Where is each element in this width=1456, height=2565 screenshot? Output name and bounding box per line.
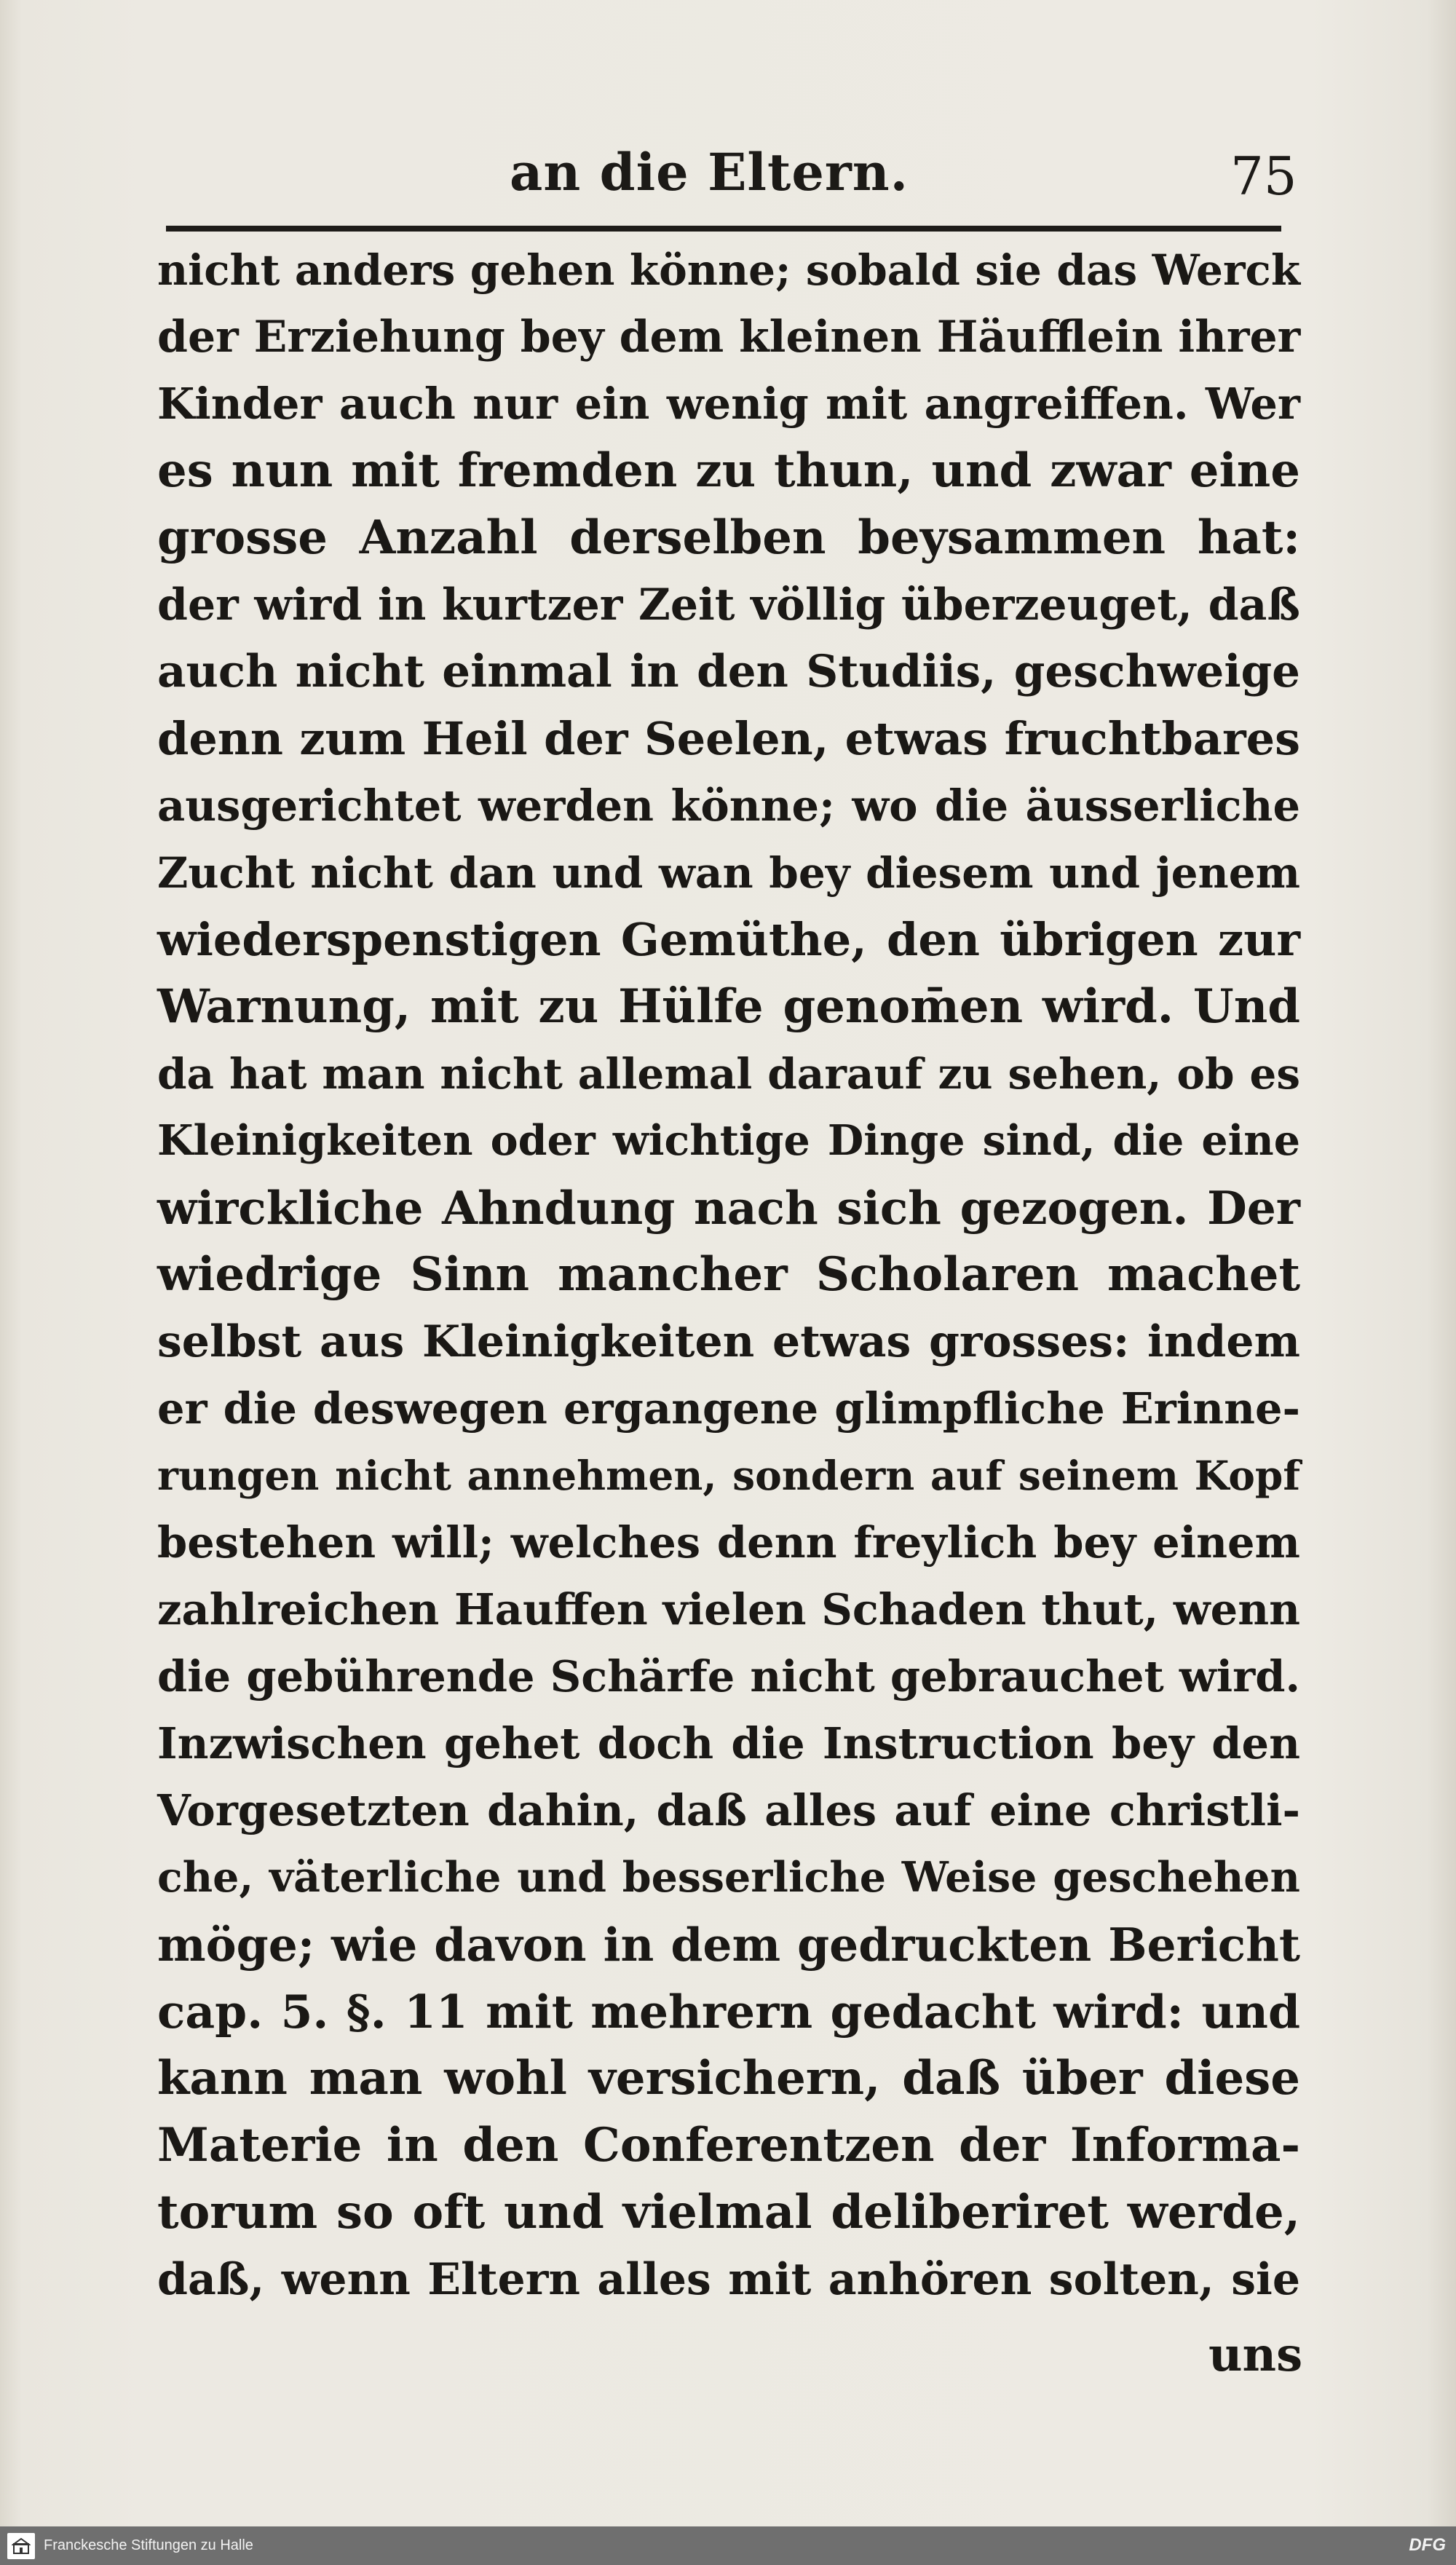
text-line: nicht anders gehen könne; sobald sie das Werck [157, 245, 1300, 295]
text-line: wirckliche Ahndung nach sich gezogen. Der [157, 1181, 1300, 1235]
text-line: die gebührende Schärfe nicht gebrauchet wird. [157, 1651, 1300, 1702]
text-line: selbst aus Kleinigkeiten etwas grosses: indem [157, 1316, 1300, 1367]
text-line: wiederspenstigen Gemüthe, den übrigen zur [157, 913, 1300, 966]
foundation-logo-icon[interactable] [7, 2533, 35, 2559]
text-line: Kleinigkeiten oder wichtige Dinge sind, die eine [157, 1116, 1300, 1165]
catchword: uns [1208, 2328, 1303, 2382]
body-text [157, 237, 1300, 2313]
text-line: wiedrige Sinn mancher Scholaren machet [157, 1247, 1300, 1302]
running-head: an die Eltern. [510, 142, 909, 202]
text-line: Vorgesetzten dahin, daß alles auf eine christli- [157, 1785, 1300, 1835]
page-number: 75 [1230, 146, 1297, 207]
text-line: grosse Anzahl derselben beysammen hat: [157, 510, 1300, 565]
text-line: es nun mit fremden zu thun, und zwar eine [157, 443, 1300, 498]
institution-label: Franckesche Stiftungen zu Halle [44, 2537, 253, 2553]
text-line: zahlreichen Hauffen vielen Schaden thut, wenn [157, 1584, 1300, 1635]
text-line: Inzwischen gehet doch die Instruction bey den [157, 1718, 1300, 1768]
text-line: Kinder auch nur ein wenig mit angreiffen. Wer [157, 379, 1300, 429]
text-line: bestehen will; welches denn freylich bey einem [157, 1517, 1300, 1568]
text-line: kann man wohl versichern, daß über diese [157, 2051, 1300, 2106]
text-line: er die deswegen ergangene glimpfliche Erinne- [157, 1383, 1300, 1434]
text-line: der Erziehung bey dem kleinen Häufflein ihrer [157, 312, 1301, 363]
text-line: che, väterliche und besserliche Weise geschehen [157, 1853, 1300, 1902]
viewer-footer [0, 2526, 1456, 2565]
text-line: Zucht nicht dan und wan bey diesem und jenem [157, 848, 1300, 898]
text-line: Materie in den Conferentzen der Informa- [157, 2118, 1300, 2173]
text-line: ausgerichtet werden könne; wo die äusserliche [157, 780, 1300, 831]
text-line: torum so oft und vielmal deliberiret werde, [157, 2185, 1300, 2240]
text-line: da hat man nicht allemal darauf zu sehen, ob es [157, 1049, 1300, 1099]
dfg-logo: DFG [1409, 2535, 1446, 2555]
text-line: rungen nicht annehmen, sondern auf seinem Kopf [157, 1452, 1300, 1499]
text-line: Warnung, mit zu Hülfe genom̄en wird. Und [157, 979, 1300, 1034]
text-line: der wird in kurtzer Zeit völlig überzeuget, daß [157, 580, 1300, 631]
header-rule [166, 226, 1281, 232]
text-line: möge; wie davon in dem gedruckten Bericht [157, 1918, 1300, 1972]
text-line: daß, wenn Eltern alles mit anhören solten, sie [157, 2254, 1300, 2305]
text-line: auch nicht einmal in den Studiis, geschweige [157, 646, 1300, 697]
text-line: cap. 5. §. 11 mit mehrern gedacht wird: und [157, 1985, 1300, 2039]
text-line: denn zum Heil der Seelen, etwas fruchtbares [157, 712, 1300, 765]
